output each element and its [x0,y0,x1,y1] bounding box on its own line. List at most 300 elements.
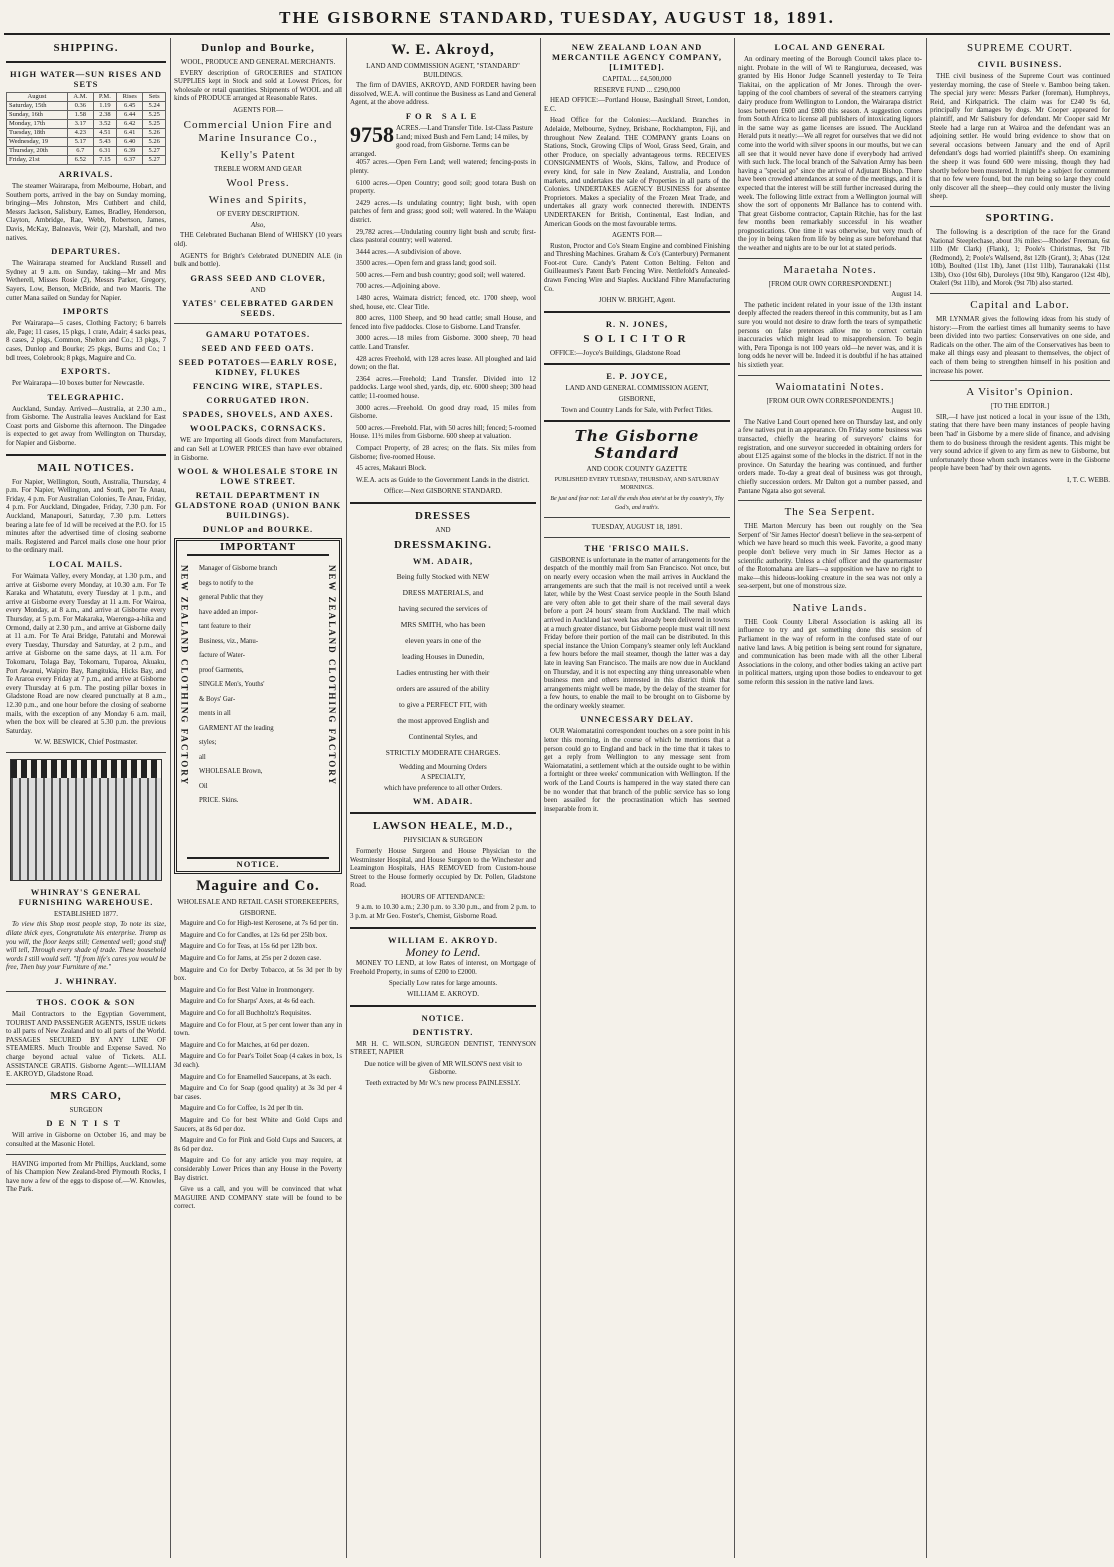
tide-cell: 5.25 [143,120,166,129]
whinray-verse: To view this Shop most people stop, To note its size, dilate thick eyes, Congratulate his enterprise. Tramp as you will, the floor keeps still; Cemented well; good stuff will tell, Through every shade of trade. These household words I still would sell. "If from life's cares you would be free, Then buy your Furniture of me." [6,920,166,972]
tide-cell: 3.52 [93,120,116,129]
wool-press: Wool Press. [226,177,290,190]
tide-table [6,92,166,165]
paper-publication: PUBLISHED EVERY TUESDAY, THURSDAY, AND SATURDAY MORNINGS. [554,476,720,492]
notice-heading: NOTICE. [421,1012,465,1023]
tide-cell: 5.25 [143,111,166,120]
local-mails-heading: LOCAL MAILS. [49,559,123,569]
tide-row [7,111,166,120]
maguire-heading: Maguire and Co. [196,878,320,895]
property-lot: 800 acres, 1100 Sheep, and 90 head cattle; small House, and fenced into five paddocks. Close to Gisborne. Land Transfer. [350,314,536,331]
adair-line: orders are assured of the ability [396,683,490,693]
heale-subheading: PHYSICIAN & SURGEON [403,836,483,845]
maguire-subheading: WHOLESALE AND RETAIL CASH STOREKEEPERS, [177,898,339,907]
important-line: facture of Water- [199,652,245,660]
dentist-visit: Due notice will be given of MR WILSON'S next visit to Gisborne. [364,1059,522,1077]
column-5 [738,38,922,1558]
property-lot: 6100 acres.—Open Country; good soil; good totara Bush on property. [350,178,536,196]
telegraphic-text: Auckland, Sunday. Arrived—Australia, at 2.30 a.m., from Gisborne. The Australia leaves Auckland for East Coast ports and Gisborne this afternoon. The Dingadee is expected to get away from Wellington on Thursday, for Napier and Gisborne. [6,404,166,448]
tide-row [7,102,166,111]
dunedin-ale-text: AGENTS for Bright's Celebrated DUNEDIN ALE (in bulk and bottle). [174,251,342,269]
mail-notices-text: For Napier, Wellington, South, Australia, Thursday, 4 p.m. For Napier, Wellington, and South, per Te Anau, Friday, 4 p.m. For Australian Colonies, Te Anau, Friday, 4 p.m. For Auckland, Dingadee, Friday, 7.30 p.m. For Auckland, Manapouri, Saturday, 7.30 p.m. Letters bearing a late fee of 1d will be received at the P.O. for 15 minutes after the advertised time of closing seaborne mails. Registered and Parcel mails close one hour prior to the ordinary mail. [6,477,166,555]
nzloan-signature: JOHN W. BRIGHT, Agent. [598,296,676,305]
property-lot: 45 acres, Makauri Block. [356,464,427,473]
tide-header-cell: P.M. [93,93,116,102]
waiomatatini-date: August 10. [891,407,922,416]
clothing-factory-advert [174,538,342,874]
paper-motto: Be just and fear not: Let all the ends thou aim'st at be thy country's, Thy God's, and truth's. [550,496,724,511]
adair-line: the most approved English and [397,715,489,725]
hours-text: 9 a.m. to 10.30 a.m.; 2.30 p.m. to 3.30 p.m., and from 2 p.m. to 3 p.m. at Mr Geo. Foster's, Chemist, Gisborne Road. [350,903,536,921]
spades-shovels: SPADES, SHOVELS, AND AXES. [182,409,334,420]
maguire-town: GISBORNE. [239,908,277,917]
tide-table-body [7,102,166,165]
importing-text: WE are Importing all Goods direct from Manufacturers, and can Sell at LOWER PRICES than have ever obtained in Gisborne. [174,436,342,462]
maguire-price-item: Maguire and Co for Jams, at 25s per 2 dozen case. [180,954,322,963]
whinray-signature: J. WHINRAY. [54,976,118,987]
tide-cell: 5.26 [143,129,166,138]
masthead-rule [4,33,1110,35]
divider [6,61,166,63]
sporting-heading: SPORTING. [985,211,1055,224]
maraetaha-date: August 14. [891,290,922,299]
column-rule [926,38,927,1558]
dentist-painless: Teeth extracted by Mr W.'s new process PAINLESSLY. [365,1079,521,1087]
divider [6,1084,166,1085]
dressmaking-heading: DRESSMAKING. [394,538,492,551]
adair-line: Ladies entrusting her with their [396,667,490,677]
important-line: general Public that they [199,594,264,602]
whinray-established: ESTABLISHED 1877. [54,909,118,918]
tide-cell: 5.43 [93,138,116,147]
property-lot: 29,782 acres.—Undulating country light bush and scrub; first-class pastoral country; well watered. [350,227,536,245]
joyce-subheading: LAND AND GENERAL COMMISSION AGENT, [565,384,709,393]
column-1 [6,38,166,1558]
tide-cell: Wednesday, 19 [7,138,68,147]
money-heading: WILLIAM E. AKROYD. [387,934,499,945]
exports-heading: EXPORTS. [61,366,111,377]
sea-serpent-text: THE Marton Mercury has been out roughly on the 'Sea Serpent' of 'Sir James Hector' doesn't believe in the sea-serpent of which we have heard so much this week. Favorite, a good many people don't believe very much in Sir James Hector as a scientific authority. Unless a chief officer and the quartermaster of the Rotomahana are liars—a supposition we have no right to make—this hideous-looking creature in the sea was not only a sea-serpent, but one of monstrous size. [738,522,922,591]
specialty-label: A SPECIALTY, [420,773,466,782]
local-general-text: An ordinary meeting of the Borough Council takes place to-night. Probate in the will of Wi te Rangiuruea, deceased, was granted by His Honor Judge Scannell yesterday to Te Teira Tiakitai, on the application of Mr Jones. Through the over-lapping of the cool chambers of several of the steamers carrying dairy produce from Wellington to London, the Wairarapa district loses between £600 and £800 this season. A suggestion comes from South Africa to license all publishers of intoxicating liquors in the same way as game licenses are issued. The Auckland Herald puts it neatly:—We all regret for ourselves that we did not come into the world with silver spoons in our mouths, but we can all see that it would never have done if everybody had arrived with such luck. The local branch of the Salvation Army has been having a "special go" since the arrival of Adjutant Bishop. There have been crowded attendances at some of the meetings, and it is expected that the interest will be still further increased during the week. The following little extract from a Wellington journal will show the sort of opponents Mr Ballance has to contend with. That great Gisborne contractor, Captain Ritchie, has for the last few months been remarkably successful in his weather prognostications. One time it was otherwise, but very much of the joy in being taken from life by being as sure beforehand that the weather and nights are to be our lot at stated periods. [738,55,922,253]
sporting-text: The following is a description of the race for the Grand National Steeplechase, about 3¾ miles:—Rhodes' Freeman, 6st 11lb (Mr Clark) (Flank), 1; Poole's Chiristmas, 9st 7lb (Redmond), 2; Poole's Wallsend, 8st 12lb (Grant), 3; Abas (12st 10lb), Boulted (11st 1lb), Janet (11st 11lb), Tauranakaki (11st 13lb), Oxo (10st 6lb), Duroleys (10st 9lb), Kangaroo (12st 4lb), Otalerl (9st 11lb), and Morok (9st 7lb) also started. [930,227,1110,288]
cook-text: Mail Contractors to the Egyptian Government, TOURIST AND PASSENGER AGENTS, ISSUE tickets to all parts of New Zealand and to all parts of the World. PASSAGES SECURED BY ANY LINE OF STEAMERS. Much Trouble and Expense Saved. No charge beyond actual value of Tickets. ALL ASSISTANCE GRATIS. Gisborne Agent:—WILLIAM E. AKROYD, Gladstone Road. [6,1010,166,1079]
divider [6,991,166,992]
gamaru-potatoes: GAMARU POTATOES. [205,329,311,340]
nzloan-heading: NEW ZEALAND LOAN AND MERCANTILE AGENCY COMPANY, [LIMITED]. [552,42,722,72]
whisky-text: THE Celebrated Buchanan Blend of WHISKY (10 years old). [174,231,342,248]
tide-table-header [7,93,166,102]
visitor-opinion-heading: A Visitor's Opinion. [966,386,1074,399]
supreme-court-heading: SUPREME COURT. [966,42,1074,54]
dresses-and: AND [435,525,451,534]
important-lines [199,562,319,809]
supreme-court-text: THE civil business of the Supreme Court was continued yesterday morning, the case of Steele v. Bamboo being taken. The special jury were: Messrs Parker (foreman), Humphreys, Reid, and Kirkpatrick. The claim was for £240 9s 6d, principally for damages by dogs. Mr Cooper appeared for plaintiff, and Mr Salisbury for defendant. Mr Cooper said Mr Steele had a large run at Wairoa and the defendant was an adjoining settler. He would bring evidence to show that on several occasions between January and the end of April defendant's dogs had worried plaintiff's sheep. On examining the sheep it was found 600 were missing, though they had shortly before been mustered. It might be a subject for comment that no few were found, but the run being so large they could only discover all the sheep—they could only muster the living sheep. [930,72,1110,201]
tide-cell: Saturday, 15th [7,102,68,111]
divider [350,812,536,814]
maguire-price-item: Maguire and Co for Candles, at 12s 6d per 25lb box. [180,930,328,939]
shipping-heading: SHIPPING. [53,42,119,54]
tide-cell: 6.37 [117,156,143,165]
important-line: SINGLE Men's, Youths' [199,681,265,689]
divider [738,596,922,597]
divider [738,500,922,501]
adair-line: leading Houses in Dunedin, [401,651,485,661]
akroyd-subheading: LAND AND COMMISSION AGENT, "STANDARD" BUILDINGS. [366,62,520,79]
warehouse-illustration [10,759,162,881]
divider [6,454,166,456]
maguire-price-item: Give us a call, and you will be convinced that what MAGUIRE AND COMPANY state will be found to be correct. [174,1185,342,1211]
local-general-heading: LOCAL AND GENERAL [774,42,886,52]
important-line: proof Garments, [199,666,244,674]
nzloan-head-office: HEAD OFFICE:—Portland House, Basinghall Street, London, E.C. [544,96,730,113]
divider [544,537,730,538]
tide-cell: 4.23 [67,129,93,138]
property-lot: 2364 acres.—Freehold; Land Transfer. Divided into 12 paddocks. Large wool shed, yards, dip, etc. 6000 sheep; 300 head cattle; 11-roomed house. [350,374,536,400]
also-label: Also, [250,220,266,229]
retail-department: RETAIL DEPARTMENT IN GLADSTONE ROAD (UNION BANK BUILDINGS). [174,490,342,521]
hours-heading: HOURS OF ATTENDANCE: [400,892,485,901]
tide-cell: 7.15 [93,156,116,165]
tide-cell: Monday, 17th [7,120,68,129]
newspaper-title: THE GISBORNE STANDARD, TUESDAY, AUGUST 18, 1891. [279,8,835,27]
imports-text: Per Wairarapa—5 cases, Clothing Factory; 6 barrels ale, Page; 11 cases, 15 pkgs, 1 crate, Adair; 4 sacks peas, 8 cases, 2 pkgs, Common, Shelton and Co.; 13 pkgs, 7 cases, Dunlop and Bourke; 25 pkgs, Burns and Co.; 1 bdl trees, Colebrook; 8 pkgs, Maguire and Co. [6,319,166,362]
sea-serpent-heading: The Sea Serpent. [784,506,876,519]
tide-cell: 6.41 [117,129,143,138]
divider [738,258,922,259]
tide-cell: 5.24 [143,102,166,111]
nzloan-agents-text: Ruston, Proctor and Co's Steam Engine and combined Finishing and Threshing Machines. Graham & Co's (Canterbury) Permanent Foot-rot Cure. Candy's Patent Cotton Belting. Felton and Guilleaumes's Patent Barb Fencing Wire. Nettlefold's Annealed-drawn Fencing Wire and Staples. Auckland Fibre Manufacturing Co. [544,241,730,293]
money-rates: Specially Low rates for large amounts. [388,979,498,988]
maguire-price-item: Maguire and Co for Coffee, 1s 2d per lb tin. [180,1104,304,1113]
tide-cell: 5.27 [143,156,166,165]
adair-line: MRS SMITH, who has been [400,619,486,629]
imports-heading: IMPORTS [62,306,110,317]
important-line: have added an impor- [199,608,258,616]
native-lands-text: THE Cook County Liberal Association is asking all its influence to try and get something done this session of Parliament in the way of reform in the confused state of our native land laws. A big petition is being sent round for signature, and communication has been made with all the other Liberal Associations in the colony, and other bodies taking an active part in political matters, urging upon those bodies to endeavour to get some reform this session in the native land laws. [738,617,922,687]
important-line: PRICE. Skins. [199,797,239,805]
exports-text: Per Wairarapa—10 boxes butter for Newcastle. [12,379,145,388]
every-description: OF EVERY DESCRIPTION. [216,210,300,219]
civil-business-heading: CIVIL BUSINESS. [977,59,1063,69]
akroyd-office: Office:—Next GISBORNE STANDARD. [383,487,503,496]
mail-notices-heading: MAIL NOTICES. [37,461,135,474]
nzloan-reserve: RESERVE FUND ... £290,000 [593,85,681,94]
tide-cell: 5.26 [143,138,166,147]
dunlop-text: EVERY description of GROCERIES and STATION SUPPLIES kept in Stock and sold at Lowest Prices, for wholesale or retail quantities. Shipments of WOOL and all kinds of PRODUCE arranged at Reasonable Rates. [174,68,342,103]
nzloan-text: Head Office for the Colonies:—Auckland. Branches in Adelaide, Melbourne, Sydney, Brisbane, Rockhampton, Fiji, and throughout New Zealand. THE COMPANY grants Loans on Stations, Stock, Growing Clips of Wool, Grass Seed, Grain, and other Produce, on specially advantageous terms. RECEIVES CONSIGNMENTS of Wools, Skins, Tallow, and Produce of every kind, for sale in New Zealand, Australia, and London markets, and undertakes the sale of Properties in all parts of the Colonies. UNDERTAKES AGENCY BUSINESS for absentee Proprietors. Makes a speciality of the Frozen Meat Trade, and undertakes all grazy work connected therewith. INDENTS UNDERTAKEN for British, Continental, East Indian, and American Goods on the most favourable terms. [544,116,730,228]
nzloan-agents-heading: AGENTS FOR— [612,231,662,240]
tide-row [7,138,166,147]
divider [544,311,730,313]
property-lot: 500 acres.—Fern and bush country; good soil; well watered. [356,270,526,279]
caro-dentist: DENTIST [46,1118,126,1129]
waiomatatini-correspondent: [FROM OUR OWN CORRESPONDENTS.] [766,396,894,405]
column-rule [734,38,735,1558]
wines-spirits: Wines and Spirits, [208,194,308,207]
tide-cell: 6.39 [117,147,143,156]
dresses-heading: DRESSES [415,509,471,522]
property-lot: Compact Property, of 28 acres; on the flats. Six miles from Gisborne; five-roomed House. [350,443,536,461]
maguire-price-item: Maguire and Co for best White and Gold Cups and Saucers, at 8s 6d per doz. [174,1115,342,1133]
heale-text: Formerly House Surgeon and House Physician to the Westminster Hospital, and House Surgeon to the Winchester and Leamington Hospitals, HAS REMOVED from Custom-house Street to the House formerly occupied by Dr. Pollen, Gladstone Road. [350,846,536,890]
divider [930,293,1110,294]
property-lot: 4057 acres.—Open Fern Land; well watered; fencing-posts in plenty. [350,158,536,175]
maguire-price-item: Maguire and Co for Derby Tobacco, at 5s 3d per lb by box. [174,965,342,983]
local-mails-text: For Waimata Valley, every Monday, at 1.30 p.m., and arrive at Gisborne every Monday, at 10.30 a.m. For Te Karaka and Whatatutu, every Tuesday at 1 p.m., and arrive at Gisborne every Tuesday at 11 a.m. For Wairoa, every Monday, at 8 a.m., and arrive at Gisborne every Thursday, at 5 p.m. For Makaraka, Waerenga-a-hika and Ormond, daily at 2.30 p.m., and arrive at Gisborne daily at 11 a.m. For Te Arai Bridge, Patutahi and Morewai every Tuesday, Thursday and Saturday, at 2 p.m., and arrive at Gisborne on the same days, at 11 a.m. For Tokomaru, Tolaga Bay, Tokomaru, Tuparoa, Akuaku, Port Awanui, Waipiro Bay, Rangitukia, Hicks Bay, and Te Araroa every Friday at 7 p.m., and arrive at Gisborne every Thursday at 6 p.m. The posting pillar boxes in Gladstone Road are now cleared punctually at 8 a.m., 12.30 p.m., and one hour before the closing of seaborne mails, with the exception of any Monday 6 a.m. mail, when the box will be cleared at 5.30 p.m. the previous Saturday. [6,572,166,735]
maguire-price-item: Maguire and Co for Enamelled Saucepans, at 3s each. [180,1072,332,1081]
tide-cell: 6.31 [93,147,116,156]
commercial-union: Commercial Union Fire and Marine Insurance Co., [183,118,333,144]
wea-guide: W.E.A. acts as Guide to the Government Lands in the district. [356,475,530,484]
property-lot: 3000 acres.—18 miles from Gisborne. 3000 sheep, 70 head cattle. Land Transfer. [350,334,536,352]
paper-subtitle: AND COOK COUNTY GAZETTE [586,465,688,474]
caro-surgeon: SURGEON [69,1105,103,1114]
property-lot: 1480 acres, Waimata district; fenced, etc. 1700 sheep, wool shed, house, etc. Clear Title. [350,294,536,311]
divider [930,206,1110,207]
wool-store: WOOL & WHOLESALE STORE IN LOWE STREET. [177,466,339,487]
woolpacks: WOOLPACKS, CORNSACKS. [189,423,327,434]
maguire-price-item: Maguire and Co for Pear's Toilet Soap (4 cakes in box, 1s 3d each). [174,1052,342,1069]
visitor-to-editor: [TO THE EDITOR.] [990,402,1050,411]
column-rule [170,38,171,1558]
divider [350,502,536,504]
tide-cell: Sunday, 16th [7,111,68,120]
nzloan-capital: CAPITAL ... £4,500,000 [602,75,672,83]
capital-labor-text: MR LYNMAR gives the following ideas from his study of history:—From the earliest times all humanity seems to have been divided into two parties: Conservatives on one side, and Radicals on the other. The aim of the Conservatives has been to make all things easy and pleasant to themselves, the object of each of them being to strengthen himself in his position and increase his power. [930,315,1110,375]
divider [174,323,342,324]
tide-row [7,129,166,138]
adair-line: STRICTLY MODERATE CHARGES. [385,747,501,757]
divider [544,363,730,365]
tide-row [7,156,166,165]
maguire-price-item: Maguire and Co for Matches, at 6d per dozen. [180,1040,310,1049]
important-line: ments in all [199,710,231,718]
tide-cell: Thursday, 20th [7,147,68,156]
jones-office: OFFICE:—Joyce's Buildings, Gladstone Road [550,348,681,357]
adair-advert-lines [350,569,536,761]
maguire-price-list [174,919,342,1211]
caro-heading: MRS CARO, [50,1089,122,1102]
tide-cell: 6.44 [117,111,143,120]
maguire-price-item: Maguire and Co for Pink and Gold Cups and Saucers, at 8s 6d per doz. [174,1136,342,1153]
kellys-patent: Kelly's Patent [220,148,296,161]
jones-solicitor: SOLICITOR [583,332,691,345]
waiomatatini-text: The Native Land Court opened here on Thursday last, and only a few natives put in an appearance. On Friday some business was transacted, chiefly the hearing of surveyors' claims for registration, and one surveyor succeeded in obtaining orders for about £125 against some of the blocks in the district. If not in the province. On Saturday the hearing was continued, and further orders made. To-day a great deal of business was got through, chiefly succession orders. Mr Dalton got a number passed, and Pantane Ngata also got several. [738,417,922,495]
agents-for-label: AGENTS FOR— [233,105,283,114]
joyce-text: Town and Country Lands for Sale, with Perfect Titles. [561,405,713,414]
capital-labor-heading: Capital and Labor. [970,299,1070,312]
paper-date: TUESDAY, AUGUST 18, 1891. [591,523,683,532]
money-signature: WILLIAM E. AKROYD. [407,990,479,999]
tide-cell: 4.51 [93,129,116,138]
maguire-price-item: Maguire and Co for Soap (good quality) at 3s 3d per 4 bar cases. [174,1084,342,1101]
tide-header-cell: Rises [117,93,143,102]
important-heading: IMPORTANT [187,541,329,556]
waiomatatini-heading: Waiomatatini Notes. [775,380,885,393]
for-sale-heading: FOR SALE [405,110,481,121]
column-rule [346,38,347,1558]
important-line: WHOLESALE Brown, [199,768,263,776]
tide-cell: 1.19 [93,102,116,111]
visitor-text: SIR,—I have just noticed a local in your issue of the 13th, stating that there have been many instances of people having been 'had' in Gisborne by a mere slide of finance, and advising them to do business through the resident agents. This might be very sound advice if given to any firm as new to Gisborne, but unfortunately those whom such instances were in the Gisborne people have been 'had' by their own agents. [930,412,1110,473]
preference-text: which have preference to all other Orders. [384,783,502,792]
important-line: Business, viz., Manu- [199,637,259,645]
caro-text: Will arrive in Gisborne on October 16, and may be consulted at the Masonic Hotel. [6,1131,166,1148]
property-lot: 2429 acres.—Is undulating country; light bush, with open patches of fern and grass; good soil; well watered. In the Waiapu district. [350,198,536,224]
akroyd-text: The firm of DAVIES, AKROYD, AND FORDER having been dissolved, W.E.A. will continue the Business as Land and General Agent, at the above address. [350,81,536,107]
property-lot: 3444 acres.—A subdivision of above. [356,247,462,256]
property-lot: 428 acres Freehold, with 128 acres lease. All ploughed and laid down; on the flat. [350,354,536,372]
tide-header-cell: A.M. [67,93,93,102]
divider [544,420,730,422]
important-line: Oil [199,782,208,790]
column-3 [350,38,536,1558]
divider [6,752,166,753]
paper-nameplate: The Gisborne Standard [574,427,700,463]
jones-heading: R. N. JONES, [605,318,669,329]
treble-worm: TREBLE WORM AND GEAR [214,164,302,173]
seed-potatoes: SEED POTATOES—EARLY ROSE, KIDNEY, FLUKES [178,357,338,378]
maguire-price-item: Maguire and Co for High-test Kerosene, at 7s 6d per tin. [180,919,339,928]
heale-heading: LAWSON HEALE, M.D., [372,820,514,833]
divider [6,1154,166,1155]
maraetaha-correspondent: [FROM OUR OWN CORRESPONDENT.] [768,279,892,288]
wedding-orders: Wedding and Mourning Orders [399,762,487,771]
dunlop-subheading: WOOL, PRODUCE AND GENERAL MERCHANTS. [180,58,336,66]
dentist-text: MR H. C. WILSON, SURGEON DENTIST, TENNYSON STREET, NAPIER [350,1039,536,1057]
joyce-heading: E. P. JOYCE, [606,371,668,382]
lead-lot-acreage: 9758 [350,123,394,147]
maraetaha-heading: Maraetaha Notes. [783,263,877,276]
column-2 [174,38,342,1558]
arrivals-text: The steamer Wairarapa, from Melbourne, Hobart, and Southern ports, arrived in the bay on Sunday morning, bringing—Mrs Johnston, Mrs Cuthbert and child, Messrs Jackson, Salisbury, Eames, Bradley, Henderson, Clayton, Ambridge, Rae, Webb, Robertson, James, Davis, McKay, Balneavis, Weir (2), Marshall, and two natives. [6,182,166,242]
joyce-town: GISBORNE, [618,395,656,404]
tide-row [7,147,166,156]
tide-cell: Friday, 21st [7,156,68,165]
tide-cell: 6.40 [117,138,143,147]
whinray-heading: WHINRAY'S GENERAL FURNISHING WAREHOUSE. [18,886,154,907]
money-text: MONEY TO LEND, at low Rates of interest, on Mortgage of Freehold Property, in sums of £200 to £2000. [350,959,536,976]
tide-header-cell: August [7,93,68,102]
lead-lot [350,124,536,158]
telegraphic-heading: TELEGRAPHIC. [47,391,125,402]
adair-line: Being fully Stocked with NEW [396,571,490,581]
important-line: tant feature to their [199,623,251,631]
divider [350,1005,536,1007]
important-line: all [199,753,206,761]
property-lot: 700 acres.—Adjoining above. [356,282,440,291]
notice-label: NOTICE. [187,857,329,869]
maguire-price-item: Maguire and Co for Best Value in Ironmongery. [180,985,314,994]
important-line: begs to notify to the [199,579,254,587]
important-line: & Boys' Gar- [199,695,236,703]
tide-header-cell: Sets [143,93,166,102]
grass-seed: GRASS SEED AND CLOVER, [190,272,326,283]
maraetaha-text: The pathetic incident related in your issue of the 13th instant deeply affected the readers thereof in this community, but as I am sure you would not desire to draw forth the tears of sympathetic persons on false pretences allow me to correct certain inaccuracies which might lead to misapprehension. To begin with, Pera Tiponga is not 100 years old—he never was, and it is long odds he never will be. Indeed it is doubtful if he has attained his sixtieth year. [738,300,922,369]
column-rule [540,38,541,1558]
tide-cell: 1.58 [67,111,93,120]
column-6 [930,38,1110,1558]
lead-lot-text: ACRES.—Land Transfer Title. 1st-Class Pasture Land; mixed Bush and Fern Land; 14 miles, by good road, from Gisborne. Terms can be arranged. [350,123,533,158]
and-label: AND [250,285,266,294]
tide-cell: 6.7 [67,147,93,156]
divider [350,927,536,929]
adair-line: DRESS MATERIALS, and [402,587,484,597]
important-line: GARMENT AT the leading [199,724,274,732]
column-4 [544,38,730,1558]
mail-signature: W. W. BESWICK, Chief Postmaster. [34,738,138,747]
dunlop-heading: Dunlop and Bourke, [201,42,315,54]
tide-cell: 6.52 [67,156,93,165]
arrivals-heading: ARRIVALS. [58,169,114,179]
tide-cell: 6.42 [117,120,143,129]
adair-line: eleven years in one of the [405,635,481,645]
frisco-text: GISBORNE is unfortunate in the matter of arrangements for the despatch of the monthly mail from San Francisco. Not once, but on nearly every occasion when the mail arrives in Auckland the arrangements are such that the mail is not received until a week later, while by the West Coast service people in the South Island are very often able to get their share of the mail several days before a port 24 hours' steam from Auckland. The mail which arrived in Auckland last week has already been delivered in towns at a much greater distance, but Gisborne people must wait till next Friday before their portion of the mail can be distributed. In this special instance the Union Company's steamer only left Auckland a few hours before the mail steamer, though the latter was a day late in leaving San Francisco. The mails are now due in Auckland on Thursday, and it is not expecting any thing unreasonable when business men and others interested in this district think that arrangements might well be made, by the delay of the steamer for a few hours, to enable the mail to be brought on to Gisborne by the ordinary weekly steamer. [544,555,730,710]
property-lot: 3000 acres.—Freehold. On good dray road, 15 miles from Gisborne. [350,403,536,421]
divider [738,375,922,376]
vertical-banner-left: NEW ZEALAND CLOTHING FACTORY [179,565,190,787]
cook-heading: THOS. COOK & SON [36,997,136,1008]
frisco-heading: THE 'FRISCO MAILS. [584,542,690,553]
tide-cell: Tuesday, 18th [7,129,68,138]
tide-row [7,120,166,129]
tide-cell: 6.45 [117,102,143,111]
adair-line: Continental Styles, and [408,731,478,741]
yates-seeds: YATES' CELEBRATED GARDEN SEEDS. [181,298,335,319]
adair-heading: WM. ADAIR, [412,555,474,566]
money-to-lend: Money to Lend. [405,944,481,959]
divider [930,380,1110,381]
property-lot: 500 acres.—Freehold. Flat, with 50 acres hill; fenced; 5-roomed House. 11½ miles from Gisborne. 600 sheep at valuation. [350,423,536,441]
departures-heading: DEPARTURES. [51,246,121,257]
maguire-price-item: Maguire and Co for any article you may require, at considerably Lower Prices than any House in the Poverty Bay district. [174,1156,342,1182]
divider [544,517,730,518]
native-lands-heading: Native Lands. [792,601,868,614]
visitor-signature: I, T. C. WEBB. [1067,475,1110,484]
departures-text: The Wairarapa steamed for Auckland Russell and Sydney at 9 a.m. on Sunday, taking—Mr and Mrs Wetherell, Misses Rosie (2), Messrs Parker, Gregory, Sayers, Low, Benson, McBride, and two Maoris. The cutter Mana sailed on Sunday for Napier. [6,259,166,302]
maguire-price-item: Maguire and Co for Teas, at 15s 6d per 12lb box. [180,942,318,951]
dentistry-heading: DENTISTRY. [412,1026,474,1037]
dunlop-signature: DUNLOP and BOURKE. [202,524,314,535]
eggs-advert: HAVING imported from Mr Phillips, Auckland, some of his Champion New Zealand-bred Plymouth Rocks, I have now a few of the eggs to dispose of.—W. Knowles, The Park. [6,1159,166,1194]
important-line: styles; [199,739,217,747]
adair-line: having secured the services of [398,603,488,613]
tide-heading: HIGH WATER—SUN RISES AND SETS [10,69,162,89]
important-line: Manager of Gisborne branch [199,565,278,573]
maguire-price-item: Maguire and Co for Flour, at 5 per cent lower than any in town. [174,1020,342,1038]
tide-cell: 5.27 [143,147,166,156]
tide-cell: 0.36 [67,102,93,111]
tide-cell: 2.38 [93,111,116,120]
property-lot: 3500 acres.—Open fern and grass land; good soil. [356,259,497,268]
tide-cell: 5.17 [67,138,93,147]
adair-line: to give a PERFECT FIT, with [398,699,487,709]
delay-heading: UNNECESSARY DELAY. [580,714,694,725]
maguire-price-item: Maguire and Co for all Buchholtz's Requisites. [180,1009,312,1018]
maguire-price-item: Maguire and Co for Sharps' Axes, at 4s 6d each. [180,997,315,1006]
masthead [0,0,1114,32]
fencing-wire: FENCING WIRE, STAPLES. [192,381,324,392]
seed-feed-oats: SEED AND FEED OATS. [201,343,315,354]
adair-signature: WM. ADAIR. [412,796,474,807]
delay-text: OUR Waiomatatini correspondent touches on a sore point in his letter this morning, in the course of which he mentions that a person could go to England and back in the time that it takes to get a reply from Wellington to any message sent from Waiomatatini, a settlement which at the outside ought to be within a fortnight or three weeks' communication with Wellington. If the work of the Land Courts is hampered in the way stated there can be no wonder that that branch of the public service has so long been assailed for the procrastination which has seemed inseparable from it. [544,727,730,813]
vertical-banner-right: NEW ZEALAND CLOTHING FACTORY [327,565,337,787]
akroyd-heading: W. E. Akroyd, [391,42,495,58]
property-lots-list [350,158,536,472]
corrugated-iron: CORRUGATED IRON. [206,395,310,406]
tide-cell: 3.17 [67,120,93,129]
